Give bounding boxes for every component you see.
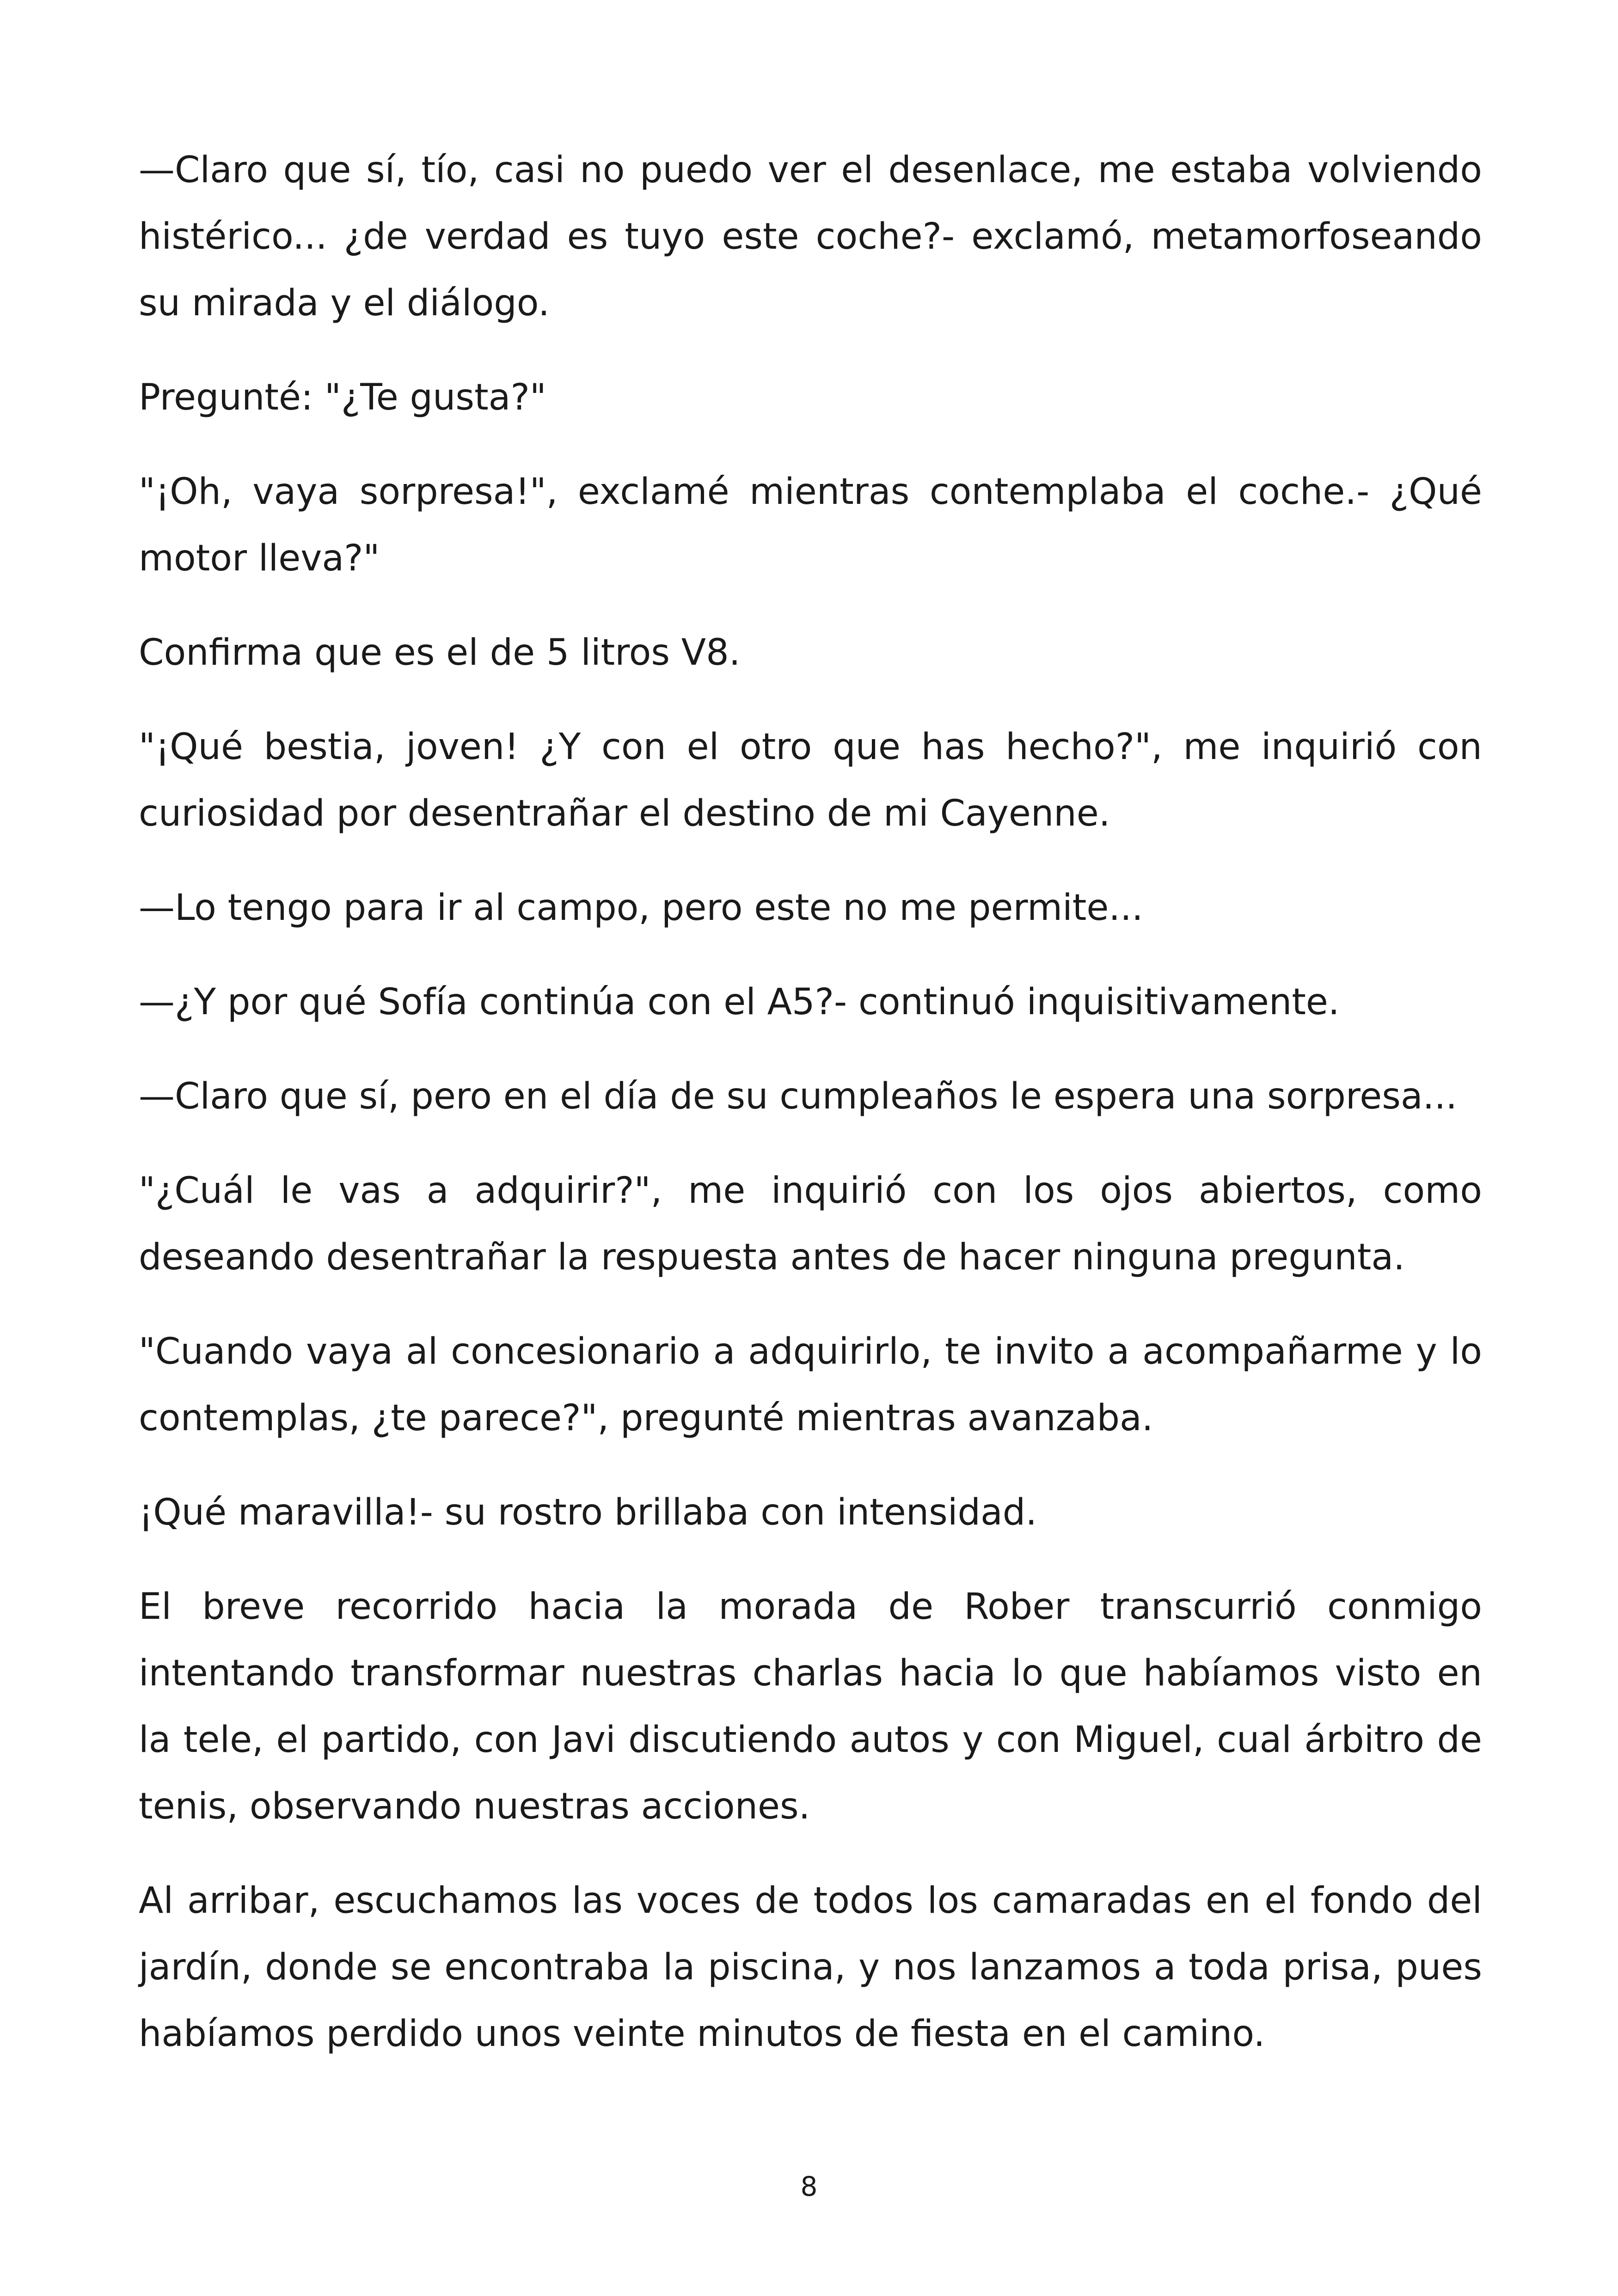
paragraph: Al arribar, escuchamos las voces de todos los camaradas en el fondo del jardín, donde se encontraba la piscina, y nos lanzamos a toda prisa, pues habíamos perdido unos veinte minutos de fiesta en el camino. [139,1880,1482,2055]
paragraph: —Lo tengo para ir al campo, pero este no me permite... [139,887,1143,929]
paragraph: —Claro que sí, pero en el día de su cumpleaños le espera una sorpresa... [139,1076,1458,1117]
page-number: 8 [800,2171,818,2202]
paragraph: "¿Cuál le vas a adquirir?", me inquirió con los ojos abiertos, como deseando desentrañar la respuesta antes de hacer ninguna pregunta. [139,1170,1482,1278]
paragraph: —¿Y por qué Sofía continúa con el A5?- continuó inquisitivamente. [139,981,1340,1023]
paragraph: "¡Oh, vaya sorpresa!", exclamé mientras contemplaba el coche.- ¿Qué motor lleva?" [139,471,1482,579]
paragraph: El breve recorrido hacia la morada de Rober transcurrió conmigo intentando transformar nuestras charlas hacia lo que habíamos visto en la tele, el partido, con Javi discutiendo autos y con Miguel, cual árbitro de tenis, observando nuestras acciones. [139,1586,1482,1827]
paragraph: "Cuando vaya al concesionario a adquirirlo, te invito a acompañarme y lo contemplas, ¿te parece?", pregunté mientras avanzaba. [139,1331,1482,1439]
paragraph: "¡Qué bestia, joven! ¿Y con el otro que has hecho?", me inquirió con curiosidad por desentrañar el destino de mi Cayenne. [139,726,1482,834]
paragraph: Pregunté: "¿Te gusta?" [139,377,546,418]
page-body [139,137,1482,2095]
paragraph: Confirma que es el de 5 litros V8. [139,632,741,673]
paragraph: —Claro que sí, tío, casi no puedo ver el desenlace, me estaba volviendo histérico... ¿de verdad es tuyo este coche?- exclamó, metamorfoseando su mirada y el diálogo. [139,149,1482,324]
paragraph: ¡Qué maravilla!- su rostro brillaba con intensidad. [139,1492,1037,1533]
